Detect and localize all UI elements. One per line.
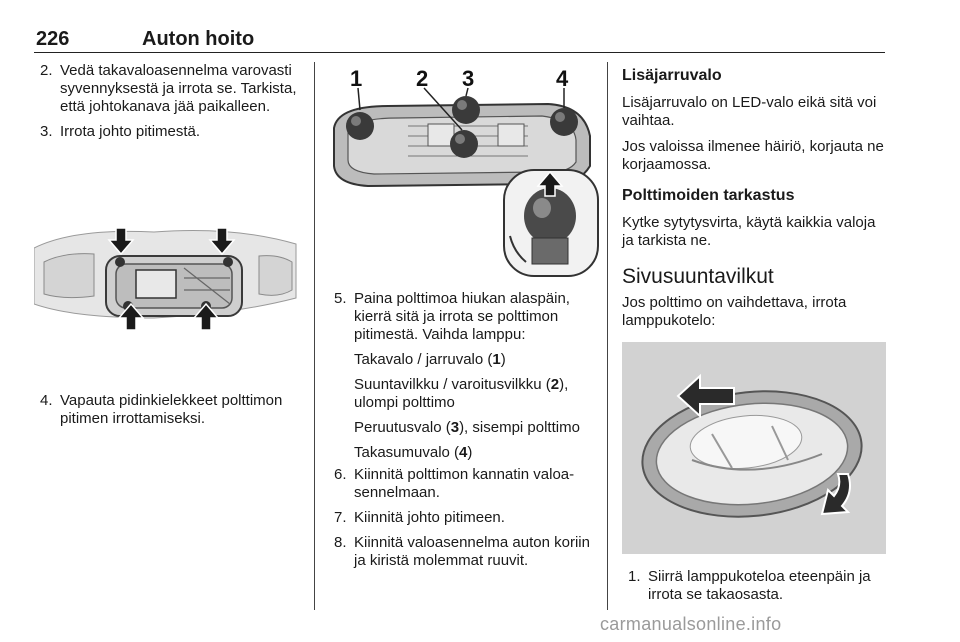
step-3 <box>34 123 304 141</box>
heading-lisajarruvalo: Lisäjarruvalo <box>622 67 722 84</box>
step-5 <box>328 290 598 344</box>
bulb-4: Takasumuvalo (4) <box>354 444 473 461</box>
step-4 <box>34 392 326 428</box>
step-number: 4. <box>40 392 53 409</box>
step-7 <box>328 509 598 527</box>
heading-polttimoiden-tarkastus: Polttimoiden tarkastus <box>622 187 795 204</box>
figure-label-1: 1 <box>350 66 363 91</box>
column-middle <box>328 290 598 570</box>
heading-sivusuuntavilkut: Sivusuuntavilkut <box>622 265 774 288</box>
step-number: 3. <box>40 123 53 140</box>
step-number: 8. <box>334 534 347 551</box>
step-text: Irrota johto pitimestä. <box>60 123 201 140</box>
paragraph: Jos polttimo on vaihdettava, irrota lamppukotelo: <box>622 294 847 329</box>
step-number: 2. <box>40 62 53 79</box>
figure-label-3: 3 <box>462 66 475 91</box>
column-right <box>622 66 888 330</box>
step-number: 6. <box>334 466 347 483</box>
step-2 <box>34 62 304 116</box>
step-text: Kiinnitä polttimon kannatin valoasennelmaan. <box>354 466 575 501</box>
step-number: 5. <box>334 290 347 307</box>
paragraph: Jos valoissa ilmenee häiriö, korjauta ne korjaamossa. <box>622 138 884 173</box>
bulb-2: Suuntavilkku / varoitusvilkku (2), ulompi polttimo <box>354 376 569 411</box>
step-text: Siirrä lamppukoteloa eteenpäin ja irrota se takaosasta. <box>648 568 871 603</box>
step-text: Kiinnitä johto pitimeen. <box>354 509 505 526</box>
chapter-title: Auton hoito <box>142 28 255 50</box>
step-text: Kiinnitä valoasennelma auton koriin ja kiristä molemmat ruuvit. <box>354 534 590 569</box>
step-8 <box>328 534 598 570</box>
paragraph: Kytke sytytysvirta, käytä kaikkia valoja ja tarkista ne. <box>622 214 876 249</box>
figure-label-4: 4 <box>556 66 569 91</box>
side-indicator-figure <box>622 342 886 554</box>
bulb-holder-figure <box>328 66 600 278</box>
figure-label-2: 2 <box>416 66 429 91</box>
bulb-1: Takavalo / jarruvalo (1) <box>354 351 506 368</box>
step-text: Paina polttimoa hiukan alaspäin, kierrä sitä ja irrota se polttimon pitimestä. Vaihda lamppu: <box>354 290 570 343</box>
step-number: 1. <box>628 568 641 585</box>
step-text: Vedä takavaloasennelma varovasti syvennyksestä ja irrota se. Tarkista, että johtokanava jää paikalleen. <box>60 62 297 115</box>
step-number: 7. <box>334 509 347 526</box>
step-6 <box>328 466 598 502</box>
column-left <box>34 62 304 427</box>
tail-lamp-clips-figure <box>34 218 300 334</box>
column-divider <box>607 62 608 610</box>
column-right-bottom <box>622 568 888 604</box>
bulb-3: Peruutusvalo (3), sisempi polttimo <box>354 419 580 436</box>
watermark: carmanualsonline.info <box>600 614 782 634</box>
paragraph: Lisäjarruvalo on LED-valo eikä sitä voi vaihtaa. <box>622 94 877 129</box>
step-text: Vapauta pidinkielekkeet polttimon pitimen irrottamiseksi. <box>60 392 283 427</box>
step-1 <box>622 568 888 604</box>
column-divider <box>314 62 315 610</box>
page-number: 226 <box>36 28 70 50</box>
page-header <box>34 24 885 53</box>
